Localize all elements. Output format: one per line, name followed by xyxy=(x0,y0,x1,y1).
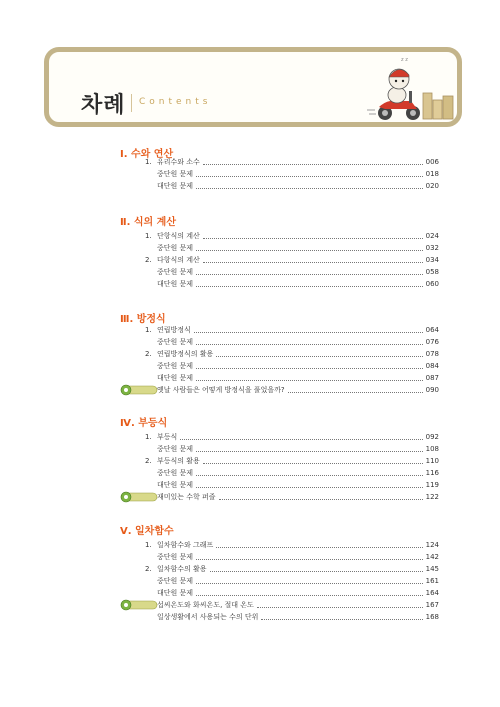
toc-entry[interactable] xyxy=(145,444,439,454)
dot-leader xyxy=(196,286,423,287)
toc-entry-label: 옛날 사람들은 어떻게 방정식을 풀었을까? xyxy=(157,386,285,394)
toc-entry[interactable] xyxy=(145,468,439,478)
dot-leader xyxy=(203,238,423,239)
toc-entry[interactable] xyxy=(145,492,439,502)
dot-leader xyxy=(203,262,423,263)
dot-leader xyxy=(180,439,422,440)
dot-leader xyxy=(196,451,423,452)
toc-entry-label: 대단원 문제 xyxy=(157,280,194,288)
toc-entry-label: 일차함수와 그래프 xyxy=(157,541,214,549)
toc-entry[interactable] xyxy=(145,588,439,598)
toc-entry[interactable] xyxy=(145,456,439,466)
toc-entry-label: 중단원 문제 xyxy=(157,577,194,585)
toc-entry-label: 일차함수의 활용 xyxy=(157,565,207,573)
toc-entry-label: 중단원 문제 xyxy=(157,469,194,477)
toc-entry[interactable] xyxy=(145,243,439,253)
toc-entry-label: 중단원 문제 xyxy=(157,338,194,346)
toc-entry-page: 168 xyxy=(425,613,439,621)
toc-entry-number: 2. xyxy=(145,256,152,264)
dot-leader xyxy=(196,188,423,189)
toc-entry[interactable] xyxy=(145,373,439,383)
toc-entry-page: 020 xyxy=(425,182,439,190)
toc-entry-label: 연립방정식 xyxy=(157,326,191,334)
dot-leader xyxy=(196,475,423,476)
toc-entry-page: 145 xyxy=(425,565,439,573)
toc-entry-label: 재미있는 수학 퍼즐 xyxy=(157,493,216,501)
dot-leader xyxy=(196,344,423,345)
toc-entry-number: 2. xyxy=(145,457,152,465)
toc-entry-label: 중단원 문제 xyxy=(157,244,194,252)
toc-entry[interactable] xyxy=(145,480,439,490)
toc-entry[interactable] xyxy=(145,181,439,191)
toc-entry-page: 090 xyxy=(425,386,439,394)
toc-entry[interactable] xyxy=(145,612,439,622)
toc-entry-label: 단항식의 계산 xyxy=(157,232,200,240)
dot-leader xyxy=(196,176,423,177)
toc-entry[interactable] xyxy=(145,361,439,371)
toc-entry[interactable] xyxy=(145,255,439,265)
toc-entry[interactable] xyxy=(145,231,439,241)
toc-entry[interactable] xyxy=(145,552,439,562)
dot-leader xyxy=(216,547,422,548)
toc-entry-page: 122 xyxy=(425,493,439,501)
dot-leader xyxy=(219,499,423,500)
toc-entry-label: 중단원 문제 xyxy=(157,268,194,276)
chapter-heading: Ⅴ. 일차함수 xyxy=(120,526,174,537)
dot-leader xyxy=(196,595,423,596)
toc-entry-page: 034 xyxy=(425,256,439,264)
toc-entry[interactable] xyxy=(145,349,439,359)
dot-leader xyxy=(203,164,423,165)
toc-entry[interactable] xyxy=(145,385,439,395)
toc-entry[interactable] xyxy=(145,169,439,179)
toc-entry[interactable] xyxy=(145,267,439,277)
dot-leader xyxy=(288,392,423,393)
toc-entry-number: 2. xyxy=(145,565,152,573)
toc-entry-page: 161 xyxy=(425,577,439,585)
toc-entry[interactable] xyxy=(145,279,439,289)
dot-leader xyxy=(257,607,423,608)
toc-entry-page: 124 xyxy=(425,541,439,549)
toc-entry-page: 078 xyxy=(425,350,439,358)
toc-entry[interactable] xyxy=(145,576,439,586)
page-title: 차례 xyxy=(81,93,126,118)
toc-entry[interactable] xyxy=(145,325,439,335)
dot-leader xyxy=(196,250,423,251)
toc-entry-label: 대단원 문제 xyxy=(157,182,194,190)
chapter-heading: Ⅱ. 식의 계산 xyxy=(120,217,176,228)
dot-leader xyxy=(196,274,423,275)
toc-entry-page: 084 xyxy=(425,362,439,370)
toc-entry-page: 116 xyxy=(425,469,439,477)
toc-entry-label: 중단원 문제 xyxy=(157,553,194,561)
toc-entry-label: 섭씨온도와 화씨온도, 절대 온도 xyxy=(157,601,254,609)
toc-entry-page: 142 xyxy=(425,553,439,561)
dot-leader xyxy=(196,368,423,369)
toc-entry-label: 중단원 문제 xyxy=(157,362,194,370)
toc-entry-page: 032 xyxy=(425,244,439,252)
toc-entry-page: 060 xyxy=(425,280,439,288)
toc-entry-label: 유리수와 소수 xyxy=(157,158,200,166)
toc-entry-number: 1. xyxy=(145,158,152,166)
dot-leader xyxy=(196,380,423,381)
dot-leader xyxy=(203,463,423,464)
toc-entry[interactable] xyxy=(145,432,439,442)
page-subtitle: Contents xyxy=(139,97,212,107)
toc-entry-page: 087 xyxy=(425,374,439,382)
toc-entry-page: 092 xyxy=(425,433,439,441)
chapter-heading: Ⅲ. 방정식 xyxy=(120,314,166,325)
toc-entry-label: 부등식의 활용 xyxy=(157,457,200,465)
toc-entry-label: 부등식 xyxy=(157,433,178,441)
toc-entry-page: 108 xyxy=(425,445,439,453)
toc-entry-page: 058 xyxy=(425,268,439,276)
dot-leader xyxy=(196,487,423,488)
dot-leader xyxy=(210,571,423,572)
dot-leader xyxy=(216,356,422,357)
chapter-heading: Ⅳ. 부등식 xyxy=(120,418,168,429)
toc-entry-number: 1. xyxy=(145,326,152,334)
toc-entry-label: 대단원 문제 xyxy=(157,481,194,489)
toc-entry-page: 164 xyxy=(425,589,439,597)
toc-entry-label: 대단원 문제 xyxy=(157,374,194,382)
toc-entry-label: 중단원 문제 xyxy=(157,445,194,453)
toc-entry-label: 연립방정식의 활용 xyxy=(157,350,214,358)
toc-entry-page: 167 xyxy=(425,601,439,609)
dot-leader xyxy=(196,559,423,560)
toc-entry-label: 중단원 문제 xyxy=(157,170,194,178)
chapter-heading: Ⅰ. 수와 연산 xyxy=(120,149,174,160)
dot-leader xyxy=(261,619,422,620)
toc-entry-number: 1. xyxy=(145,541,152,549)
toc-entry[interactable] xyxy=(145,337,439,347)
toc-entry-page: 006 xyxy=(425,158,439,166)
toc-entry-page: 110 xyxy=(425,457,439,465)
toc-entry-number: 1. xyxy=(145,433,152,441)
toc-entry[interactable] xyxy=(145,600,439,610)
toc-entry-page: 018 xyxy=(425,170,439,178)
toc-entry[interactable] xyxy=(145,157,439,167)
toc-entry[interactable] xyxy=(145,564,439,574)
dot-leader xyxy=(194,332,423,333)
toc-entry[interactable] xyxy=(145,540,439,550)
toc-entry-page: 064 xyxy=(425,326,439,334)
toc-entry-page: 024 xyxy=(425,232,439,240)
toc-entry-label: 일상생활에서 사용되는 수의 단위 xyxy=(157,613,259,621)
toc-entry-page: 119 xyxy=(425,481,439,489)
toc-entry-page: 076 xyxy=(425,338,439,346)
toc-entry-number: 1. xyxy=(145,232,152,240)
toc-entry-label: 대단원 문제 xyxy=(157,589,194,597)
dot-leader xyxy=(196,583,423,584)
svg-text:z z: z z xyxy=(401,57,408,63)
toc-entry-label: 다항식의 계산 xyxy=(157,256,200,264)
toc-entry-number: 2. xyxy=(145,350,152,358)
